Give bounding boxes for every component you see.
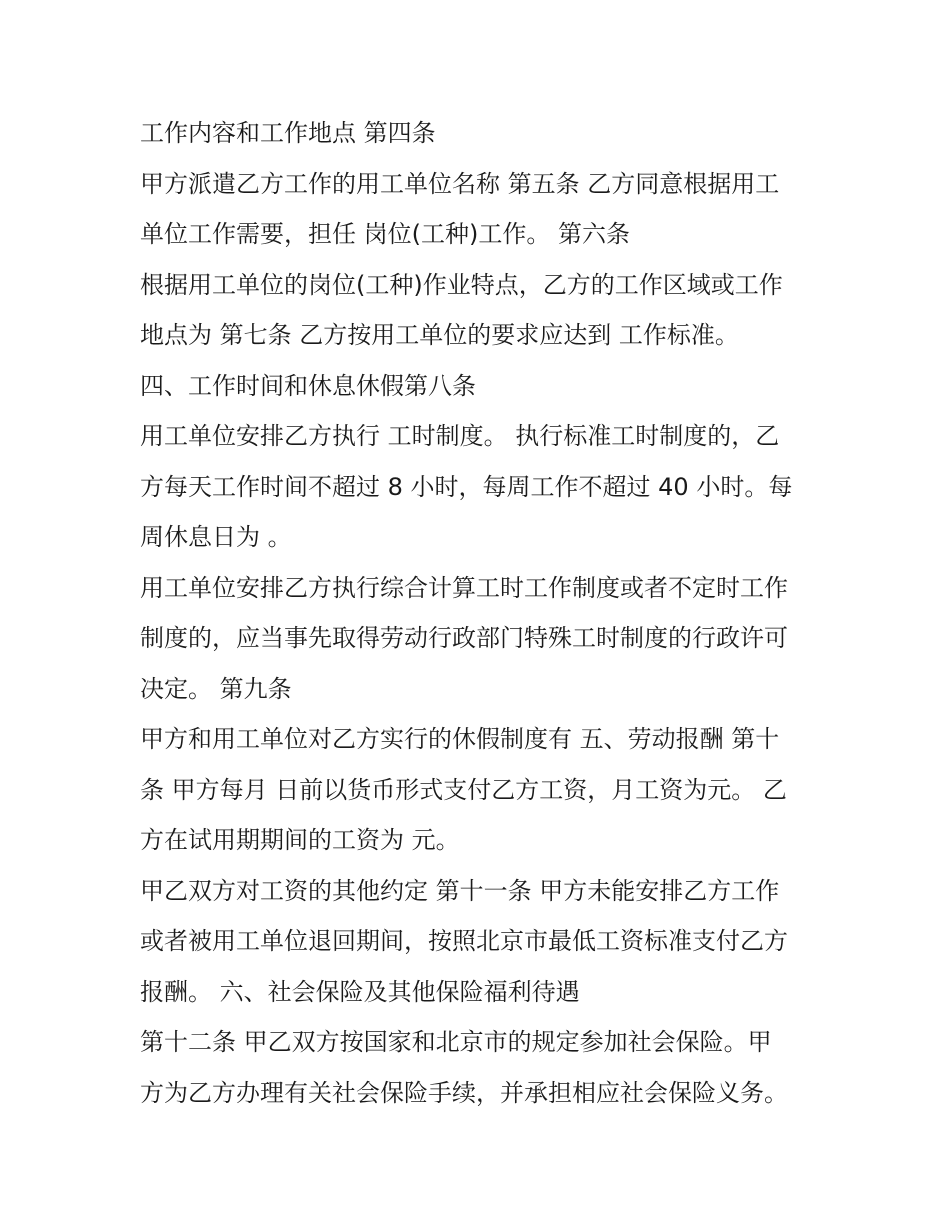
text-line: 甲方和用工单位对乙方实行的休假制度有 五、劳动报酬 第十 — [140, 725, 780, 753]
text-line: 报酬。 六、社会保险及其他保险福利待遇 — [140, 977, 580, 1006]
text-line: 根据用工单位的岗位(工种)作业特点，乙方的工作区域或工作 — [140, 270, 783, 299]
text-line: 或者被用工单位退回期间，按照北京市最低工资标准支付乙方 — [140, 927, 788, 955]
text-line: 工作内容和工作地点 第四条 — [140, 119, 436, 147]
text-line: 方在试用期期间的工资为 元。 — [140, 826, 460, 854]
text-line: 甲方派遣乙方工作的用工单位名称 第五条 乙方同意根据用工 — [140, 169, 780, 198]
text-line: 周休息日为 。 — [140, 523, 292, 551]
text-line: 用工单位安排乙方执行综合计算工时工作制度或者不定时工作 — [140, 573, 788, 602]
text-line: 制度的，应当事先取得劳动行政部门特殊工时制度的行政许可 — [140, 624, 788, 652]
text-line: 决定。 第九条 — [140, 674, 292, 703]
text-line: 方为乙方办理有关社会保险手续，并承担相应社会保险义务。 — [140, 1078, 788, 1107]
text-line: 单位工作需要，担任 岗位(工种)工作。 第六条 — [140, 220, 630, 248]
document-body — [140, 108, 830, 1118]
text-line: 甲乙双方对工资的其他约定 第十一条 甲方未能安排乙方工作 — [140, 876, 780, 905]
section-heading-line: 四、工作时间和休息休假第八条 — [140, 371, 476, 400]
text-line: 方每天工作时间不超过 8 小时，每周工作不超过 40 小时。每 — [140, 472, 793, 501]
text-line: 第十二条 甲乙双方按国家和北京市的规定参加社会保险。甲 — [140, 1028, 772, 1056]
text-line: 条 甲方每月 日前以货币形式支付乙方工资，月工资为元。 乙 — [140, 775, 787, 804]
text-line: 地点为 第七条 乙方按用工单位的要求应达到 工作标准。 — [140, 321, 739, 349]
text-line: 用工单位安排乙方执行 工时制度。 执行标准工时制度的，乙 — [140, 422, 780, 450]
